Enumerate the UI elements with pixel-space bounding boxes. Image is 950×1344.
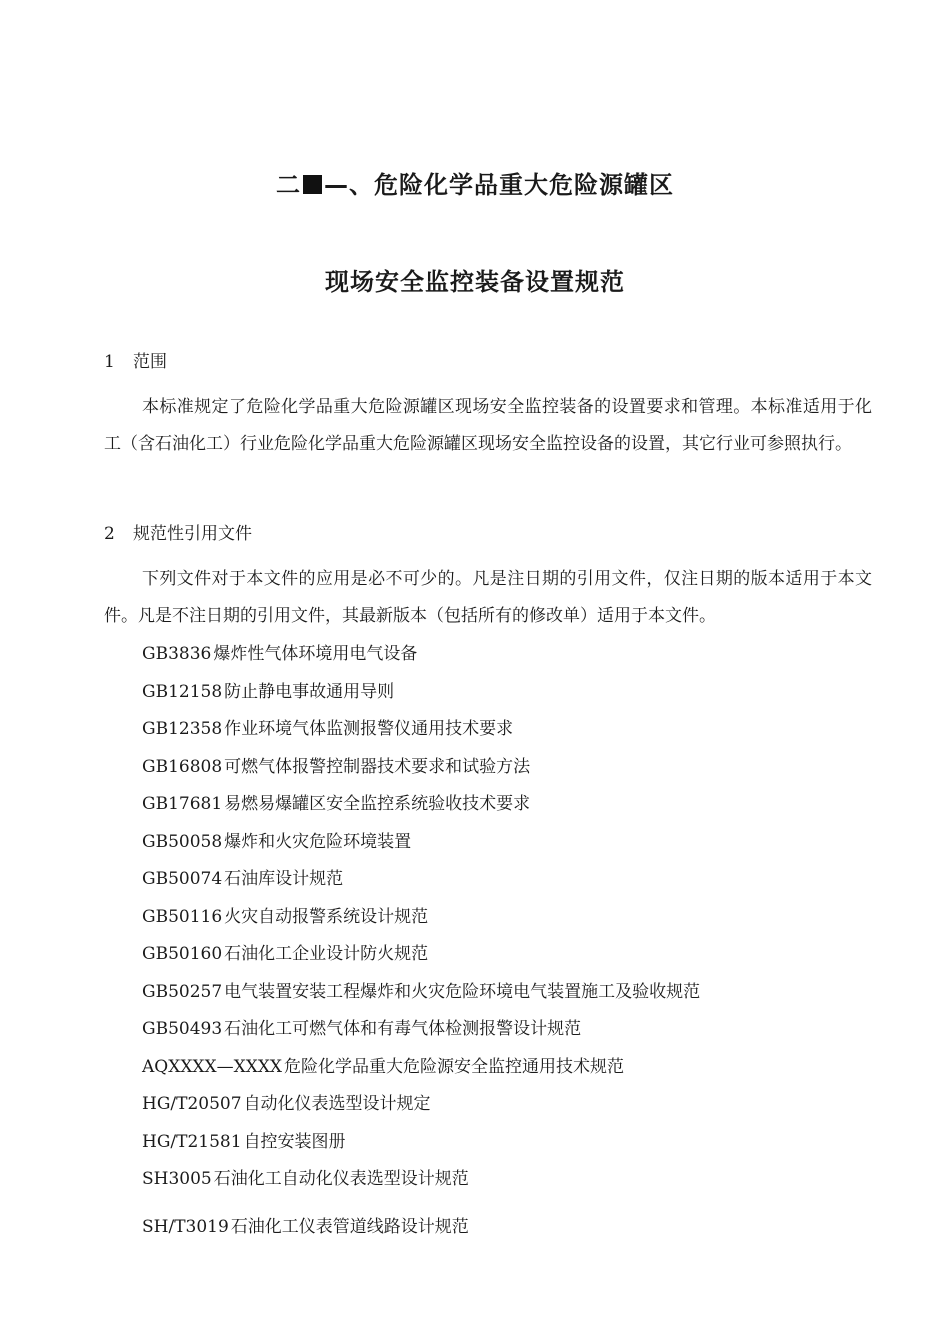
reference-item: [142, 824, 700, 862]
reference-title: 自动化仪表选型设计规定: [243, 1094, 431, 1114]
section-paragraph-scope: 本标准规定了危险化学品重大危险源罐区现场安全监控装备的设置要求和管理。本标准适用于化工（含石油化工）行业危险化学品重大危险源罐区现场安全监控设备的设置，其它行业可参照执行。: [104, 397, 872, 454]
reference-code: GB17681: [142, 794, 223, 814]
reference-code: GB12158: [142, 681, 223, 702]
reference-code: GB50116: [142, 906, 223, 927]
reference-title: 石油化工自动化仪表选型设计规范: [213, 1169, 469, 1189]
reference-code: GB3836: [142, 644, 212, 664]
reference-code: GB50493: [142, 1019, 223, 1039]
reference-title: 电气装置安装工程爆炸和火灾危险环境电气装置施工及验收规范: [224, 981, 701, 1002]
reference-code: GB16808: [142, 756, 223, 777]
section-heading-scope: [104, 347, 167, 372]
reference-code: SH/T3019: [142, 1216, 229, 1237]
title-prefix: 二: [276, 171, 301, 199]
section-heading-text: 规范性引用文件: [133, 524, 252, 544]
reference-item: [142, 1161, 700, 1199]
reference-item: [142, 1086, 700, 1124]
black-square-mark: [303, 175, 322, 194]
reference-code: GB50257: [142, 981, 223, 1002]
reference-item: [142, 674, 700, 712]
reference-code: HG/T20507: [142, 1094, 242, 1114]
reference-title: 可燃气体报警控制器技术要求和试验方法: [224, 756, 531, 777]
document-title: [0, 165, 950, 200]
reference-item: [142, 936, 700, 974]
reference-title: 易燃易爆罐区安全监控系统验收技术要求: [224, 794, 531, 814]
reference-code: GB12358: [142, 719, 223, 739]
document-subtitle: 现场安全监控装备设置规范: [325, 268, 625, 296]
reference-item: [142, 974, 700, 1012]
reference-code: GB50074: [142, 869, 223, 889]
reference-title: 爆炸和火灾危险环境装置: [224, 831, 412, 852]
reference-title: 防止静电事故通用导则: [224, 681, 395, 702]
section-heading-text: 范围: [133, 352, 167, 372]
reference-item: [142, 1049, 700, 1087]
section-number: 1: [104, 352, 115, 372]
reference-item: [142, 1209, 700, 1247]
reference-title: 火灾自动报警系统设计规范: [224, 906, 429, 927]
section-number: 2: [104, 524, 115, 544]
reference-item: [142, 636, 700, 674]
reference-title: 自控安装图册: [243, 1131, 346, 1152]
reference-title: 爆炸性气体环境用电气设备: [213, 644, 418, 664]
reference-title: 危险化学品重大危险源安全监控通用技术规范: [284, 1056, 625, 1077]
reference-title: 石油化工企业设计防火规范: [224, 944, 429, 964]
reference-list: [142, 636, 700, 1246]
reference-item: [142, 899, 700, 937]
reference-title: 石油化工可燃气体和有毒气体检测报警设计规范: [224, 1019, 582, 1039]
reference-item: [142, 711, 700, 749]
reference-item: [142, 1124, 700, 1162]
reference-item: [142, 1011, 700, 1049]
reference-code: GB50160: [142, 944, 223, 964]
section-heading-references: [104, 519, 252, 544]
reference-code: HG/T21581: [142, 1131, 242, 1152]
reference-code: GB50058: [142, 831, 223, 852]
reference-code: SH3005: [142, 1169, 212, 1189]
reference-item: [142, 749, 700, 787]
reference-title: 作业环境气体监测报警仪通用技术要求: [224, 719, 514, 739]
reference-item: [142, 786, 700, 824]
reference-title: 石油化工仪表管道线路设计规范: [230, 1216, 469, 1237]
title-suffix: —、危险化学品重大危险源罐区: [324, 171, 674, 199]
reference-item: [142, 861, 700, 899]
section-paragraph-references: 下列文件对于本文件的应用是必不可少的。凡是注日期的引用文件，仅注日期的版本适用于本文件。凡是不注日期的引用文件，其最新版本（包括所有的修改单）适用于本文件。: [104, 569, 872, 626]
reference-title: 石油库设计规范: [224, 869, 344, 889]
reference-code: AQXXXX—XXXX: [142, 1056, 283, 1077]
